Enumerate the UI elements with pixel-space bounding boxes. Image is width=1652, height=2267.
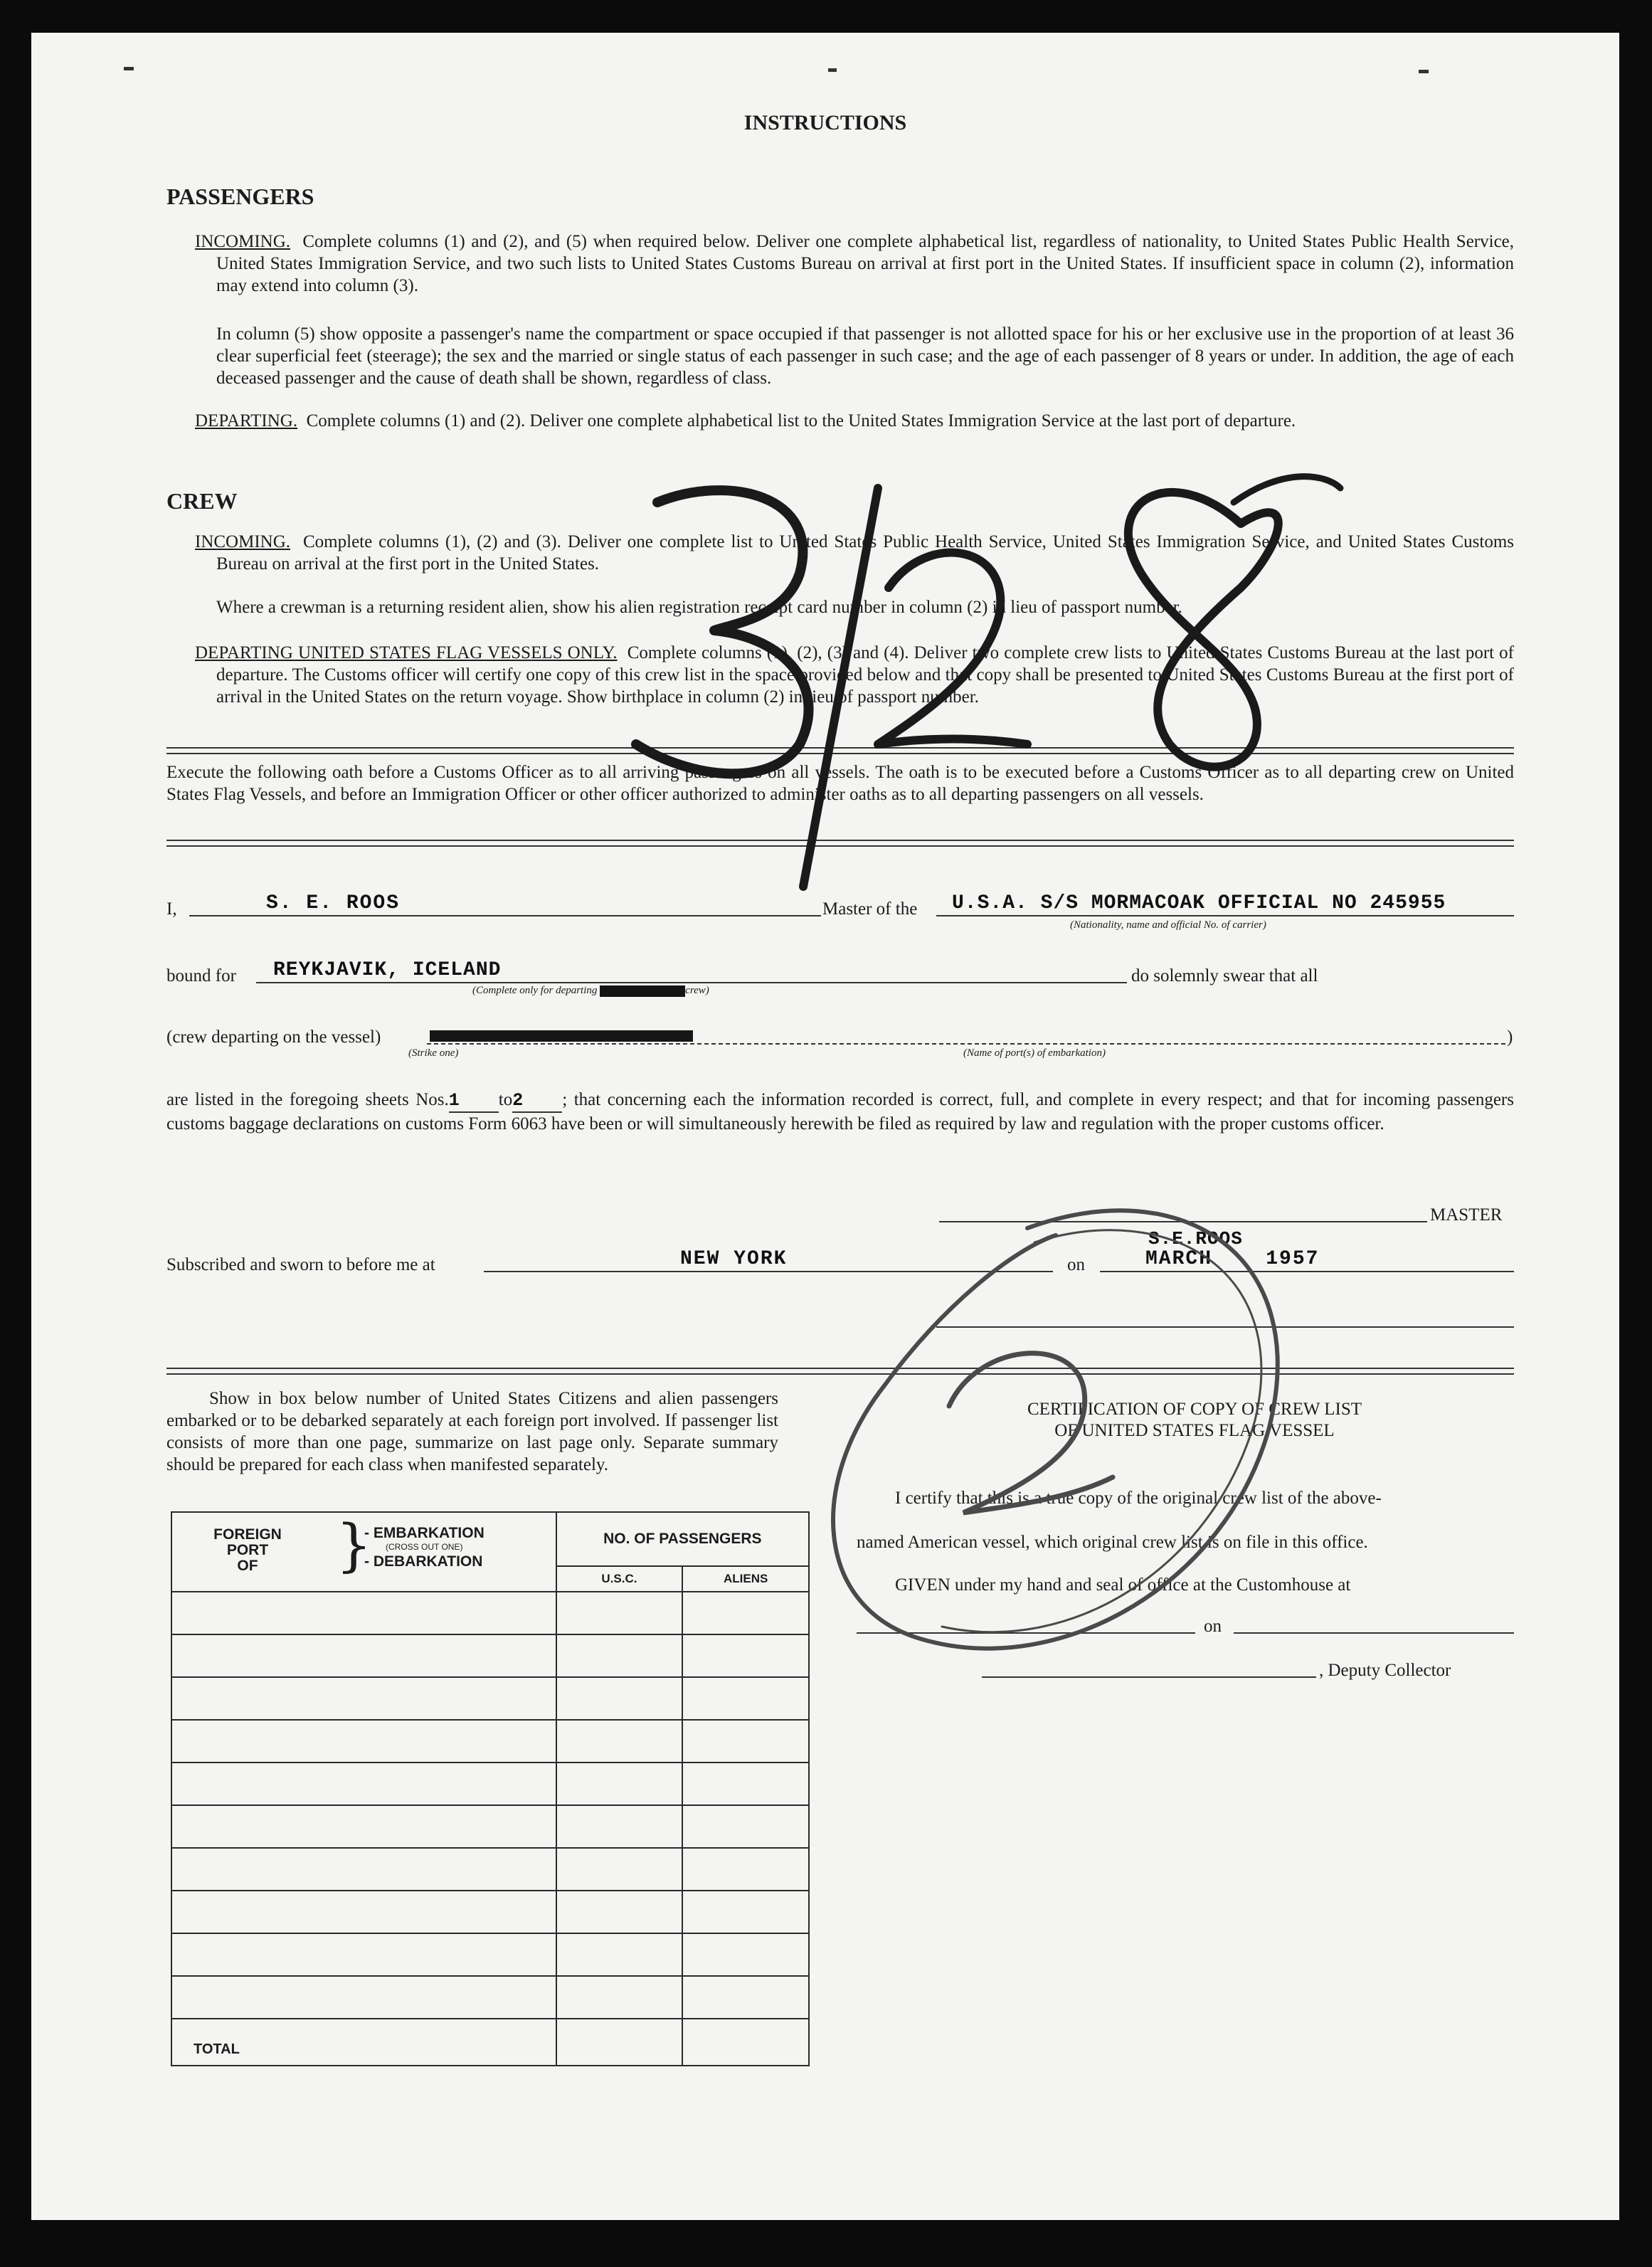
usc-header: U.S.C. <box>556 1566 683 1592</box>
sworn-date: MARCH 1957 <box>1145 1248 1320 1270</box>
certification-text2: named American vessel, which original crew list is on file in this office. <box>857 1533 1368 1552</box>
page-title: INSTRUCTIONS <box>743 111 907 134</box>
sworn-place: NEW YORK <box>680 1248 788 1270</box>
master-label: MASTER <box>1430 1205 1503 1225</box>
brace-symbol: } <box>336 1512 372 1578</box>
destination-caption-post: crew) <box>685 985 709 996</box>
strike-caption: (Strike one) <box>408 1047 459 1059</box>
crew-departing-label-line: (crew departing on the vessel) <box>166 1027 381 1047</box>
passengers-departing-label: DEPARTING. <box>195 411 298 430</box>
oath-instructions: Execute the following oath before a Customs Officer as to all arriving passengers on all vessels. The oath is to be executed before a Customs Officer as to all departing crew on United States Flag Vessels, and before an Immigration Officer or other officer authorized to administer oaths as to all departing passengers on all vessels. <box>166 763 1514 804</box>
vessel-name: U.S.A. S/S MORMACOAK OFFICIAL NO 245955 <box>952 892 1446 914</box>
passengers-departing-text: Complete columns (1) and (2). Deliver one complete alphabetical list to the United States Immigration Service at the last port of departure. <box>306 411 1296 430</box>
port-header-line1: FOREIGN <box>213 1526 282 1543</box>
crew-alien-note: Where a crewman is a returning resident alien, show his alien registration receipt card number in column (2) in lieu of passport number. <box>216 598 1182 617</box>
crew-heading: CREW <box>166 488 238 514</box>
circled-number <box>833 1210 1278 1648</box>
certification-title-line1: CERTIFICATION OF COPY OF CREW LIST <box>1027 1400 1362 1419</box>
crew-incoming-text: Complete columns (1), (2) and (3). Deliver one complete list to United States Public Health Service, United States Immigration Service, and United States Customs Bureau on arrival at the first port in the United States. <box>216 532 1515 574</box>
cross-out-note: (CROSS OUT ONE) <box>386 1542 463 1552</box>
sheet-from: 1 <box>449 1089 499 1113</box>
crew-departing-label: DEPARTING UNITED STATES FLAG VESSELS ONLY. <box>195 643 618 662</box>
master-name: S. E. ROOS <box>266 892 401 914</box>
bound-for-label: bound for <box>166 966 236 985</box>
port-header-line3: OF <box>237 1558 258 1574</box>
master-of-label: Master of the <box>822 899 918 919</box>
total-label: TOTAL <box>171 2019 556 2066</box>
certification-title-line2: OF UNITED STATES FLAG VESSEL <box>1054 1421 1335 1440</box>
certification-text3: GIVEN under my hand and seal of office at the Customhouse at <box>895 1575 1351 1595</box>
crew-incoming-label: INCOMING. <box>195 532 291 551</box>
vessel-caption: (Nationality, name and official No. of carrier) <box>1070 919 1266 931</box>
certification-text1: I certify that this is a true copy of the original crew list of the above- <box>895 1489 1382 1508</box>
sheets-pre: are listed in the foregoing sheets Nos. <box>166 1090 449 1109</box>
swear-text: do solemnly swear that all <box>1131 966 1318 985</box>
handwriting-overlay <box>31 33 1619 2220</box>
certification-on-label: on <box>1204 1617 1222 1636</box>
master-signature: S.E.ROOS <box>1148 1228 1243 1249</box>
debarkation-label: - DEBARKATION <box>364 1553 483 1570</box>
deputy-collector-label: , Deputy Collector <box>1319 1661 1451 1680</box>
crew-departing-text: Complete columns (1), (2), (3) and (4). Deliver two complete crew lists to United States Customs Bureau at the last port of departure. The Customs officer will certify one copy of this crew list in the space provided below and that copy shall be presented to United States Customs Bureau at the first port of arrival in the United States on the return voyage. Show birthplace in column (2) in lieu of passport number. <box>216 643 1514 707</box>
passengers-incoming-text: Complete columns (1) and (2), and (5) when required below. Deliver one complete alphabetical list, regardless of nationality, to United States Public Health Service, United States Immigration Service, and two such lists to United States Customs Bureau on arrival at first port in the United States. If insufficient space in column (2), information may extend into column (3). <box>216 232 1515 295</box>
passengers-header: NO. OF PASSENGERS <box>556 1512 809 1566</box>
aliens-header: ALIENS <box>682 1566 809 1592</box>
sheet-to: 2 <box>512 1089 562 1113</box>
oath-i-label: I, <box>166 899 177 919</box>
passengers-heading: PASSENGERS <box>166 184 314 209</box>
close-paren: ) <box>1507 1027 1513 1047</box>
subscribed-label: Subscribed and sworn to before me at <box>166 1255 435 1274</box>
date-mark <box>636 477 1340 887</box>
sworn-on-label: on <box>1067 1255 1085 1274</box>
destination-caption-pre: (Complete only for departing <box>472 985 598 996</box>
summary-instructions: Show in box below number of United States Citizens and alien passengers embarked or to be debarked separately at each foreign port involved. If passenger list consists of more than one page, summarize on last page only. Separate summary should be prepared for each class when manifested separately. <box>166 1389 778 1474</box>
document-page <box>31 33 1619 2220</box>
sheet-to-label: to <box>498 1090 513 1109</box>
destination: REYKJAVIK, ICELAND <box>273 959 502 981</box>
sheets-post: ; that concerning each the information recorded is correct, full, and complete in every respect; and that for incoming passengers customs baggage declarations on customs Form 6063 have been or will simultaneously herewith be filed as required by law and regulation with the proper customs officer. <box>166 1090 1514 1134</box>
embarkation-label: - EMBARKATION <box>364 1525 485 1541</box>
port-header-line2: PORT <box>226 1542 269 1558</box>
passengers-incoming-label: INCOMING. <box>195 232 291 251</box>
passengers-column5: In column (5) show opposite a passenger's name the compartment or space occupied if that passenger is not allotted space for his or her exclusive use in the proportion of at least 36 clear superficial feet (steerage); the sex and the married or single status of each passenger in such case; and the age of each passenger of 8 years or under. In addition, the age of each deceased passenger and the cause of death shall be shown, regardless of class. <box>216 324 1514 388</box>
ports-caption: (Name of port(s) of embarkation) <box>963 1047 1106 1059</box>
